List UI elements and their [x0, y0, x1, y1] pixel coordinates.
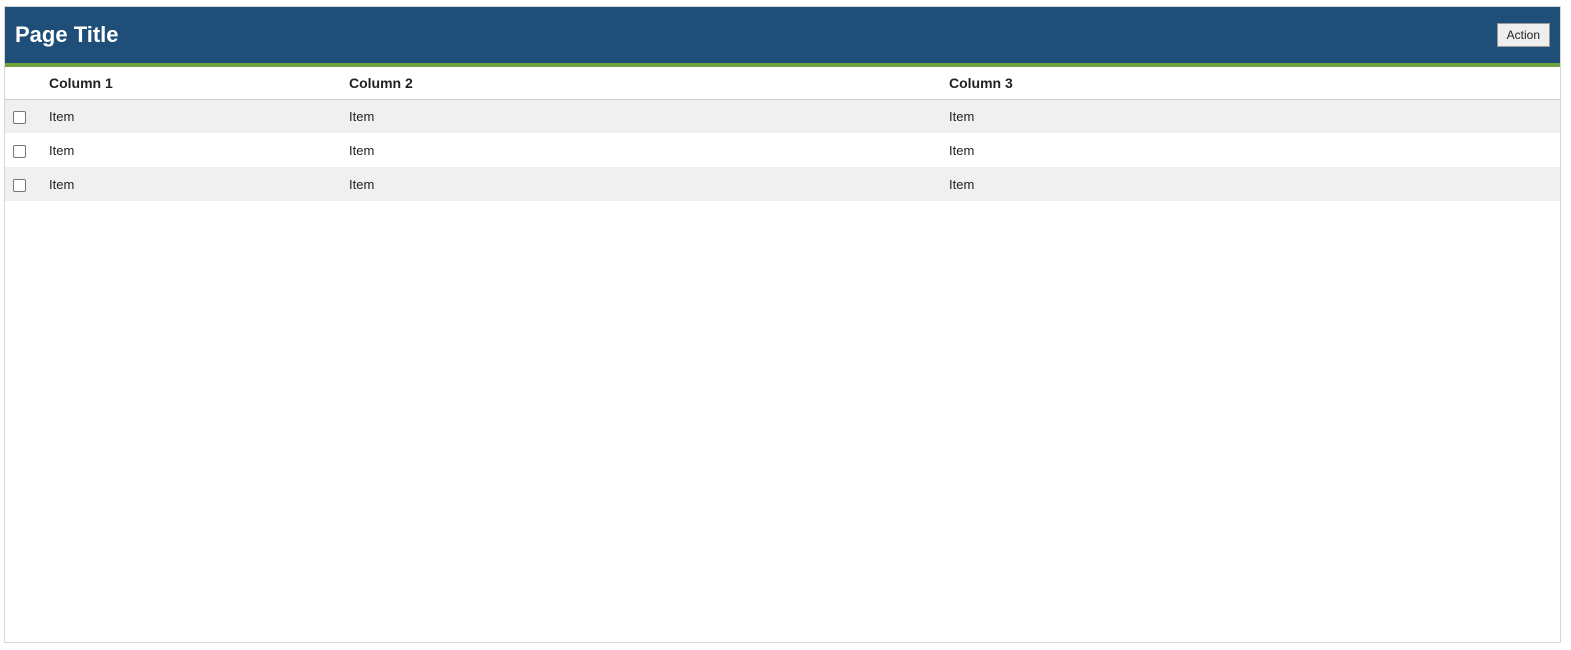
page-title: Page Title — [15, 22, 119, 47]
row-checkbox[interactable] — [13, 145, 26, 158]
row-select-cell — [5, 99, 41, 133]
page — [4, 6, 1561, 643]
row-cell: Item — [349, 142, 375, 158]
row-checkbox[interactable] — [13, 179, 26, 192]
table-row[interactable] — [5, 133, 1560, 167]
row-select-cell — [5, 133, 41, 167]
row-cell: Item — [341, 167, 941, 201]
header-action-button[interactable]: Action — [1497, 23, 1550, 47]
row-checkbox[interactable] — [13, 111, 26, 124]
row-cell: Item — [41, 99, 341, 133]
row-cell: Item — [41, 167, 341, 201]
row-cell: Item — [949, 142, 975, 158]
row-cell: Item — [49, 142, 75, 158]
column-header-1[interactable]: Column 1 — [41, 67, 341, 99]
row-cell: Item — [941, 99, 1560, 133]
header-bar — [5, 7, 1560, 63]
column-header-3[interactable]: Column 3 — [941, 67, 1560, 99]
row-cell: Item — [941, 167, 1560, 201]
select-column-header — [5, 67, 41, 99]
table-header-row — [5, 67, 1560, 99]
column-header-2[interactable]: Column 2 — [341, 67, 941, 99]
table-row[interactable] — [5, 99, 1560, 133]
data-table — [5, 67, 1560, 201]
row-cell: Item — [341, 99, 941, 133]
table-row[interactable] — [5, 167, 1560, 201]
row-select-cell — [5, 167, 41, 201]
